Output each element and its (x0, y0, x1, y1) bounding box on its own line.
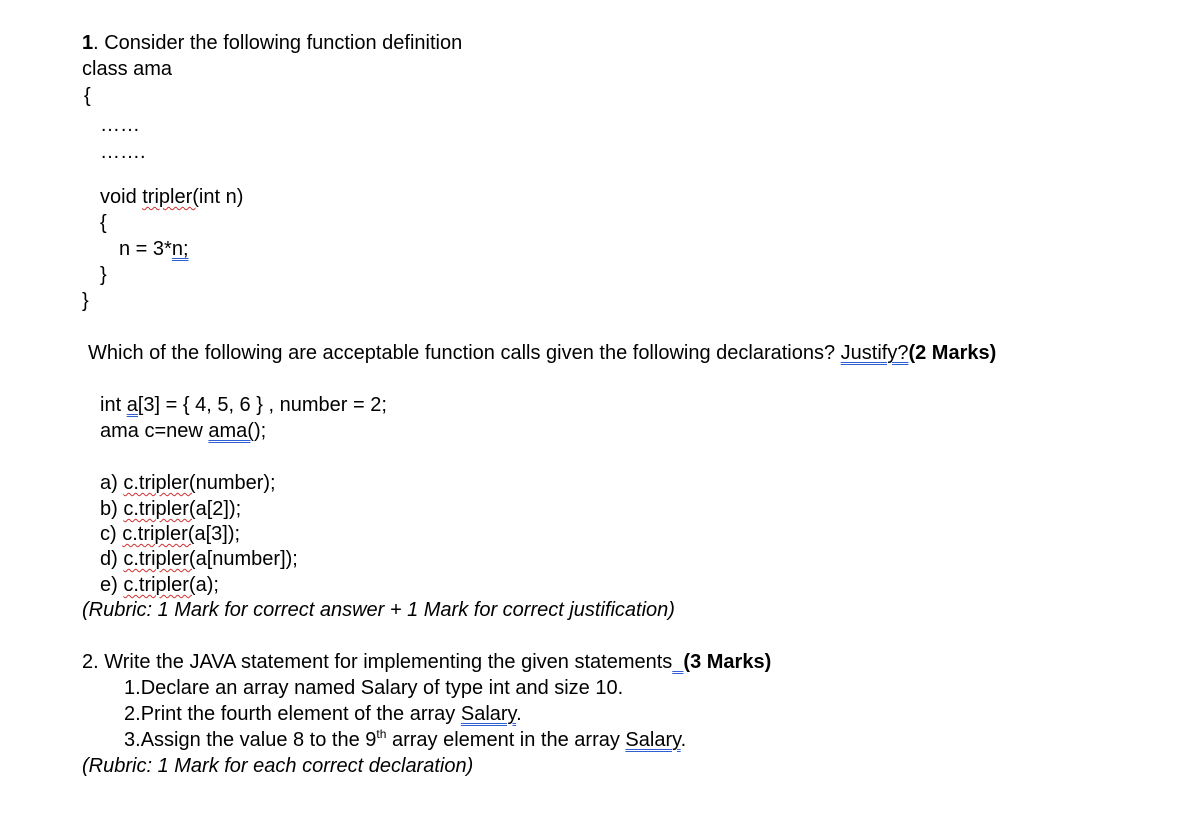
option-label: d) (100, 548, 124, 570)
option-c (100, 522, 240, 546)
option-arg: a[2]); (195, 498, 242, 520)
method-signature (100, 185, 243, 209)
option-label: e) (100, 574, 124, 596)
q1-marks: (2 Marks) (908, 342, 997, 364)
option-e (100, 573, 219, 597)
n-semicolon: n; (171, 238, 189, 260)
q2-rubric-text: (Rubric: 1 Mark for each correct declaration) (82, 755, 474, 777)
decl-rest: 3] = { 4, 5, 6 } , number = 2; (143, 394, 387, 416)
option-call: c.tripler( (123, 574, 196, 596)
q2-gap (672, 651, 683, 673)
method-open-brace: { (100, 212, 107, 234)
item-number: 3. (124, 729, 141, 751)
item-end: . (516, 703, 522, 725)
tripler-name: tripler( (142, 186, 199, 208)
option-arg: a); (195, 574, 219, 596)
param-list: int n) (198, 186, 244, 208)
ellipsis-line-2: ……. (100, 141, 146, 163)
option-label: a) (100, 472, 124, 494)
decl-int: int (100, 394, 127, 416)
option-b (100, 497, 241, 521)
decl-ama-call: ama( (208, 420, 254, 442)
decl-ama-prefix: ama c=new (100, 420, 209, 442)
item-text: Declare an array named Salary of type int and size 10. (140, 677, 624, 699)
q1-heading-text: . Consider the following function definition (93, 32, 463, 54)
item-text-2: array element in the array (386, 729, 626, 751)
method-close-brace: } (100, 264, 107, 286)
q2-heading (82, 650, 771, 674)
question-text: Which of the following are acceptable function calls given the following declarations? (88, 342, 841, 364)
option-call: c.tripler( (123, 548, 196, 570)
item-number: 2. (124, 703, 141, 725)
q2-item-3 (124, 728, 686, 752)
item-end: . (680, 729, 687, 751)
option-call: c.tripler( (122, 523, 195, 545)
q1-rubric (82, 598, 675, 622)
q2-item-2 (124, 702, 522, 726)
q1-question (88, 341, 996, 365)
option-arg: a[number]); (195, 548, 298, 570)
option-label: c) (100, 523, 123, 545)
item-text: Print the fourth element of the array (140, 703, 461, 725)
method-body (119, 237, 189, 261)
class-line: class ama (82, 58, 173, 80)
option-call: c.tripler( (123, 498, 196, 520)
salary-word: Salary (625, 729, 681, 751)
option-d (100, 547, 298, 571)
q2-heading-text: 2. Write the JAVA statement for implementing the given statements (82, 651, 673, 673)
q1-heading (82, 31, 462, 55)
q2-marks: (3 Marks) (683, 651, 772, 673)
item-text: Assign the value 8 to the 9 (140, 729, 377, 751)
option-arg: number); (195, 472, 276, 494)
q1-number: 1 (82, 32, 94, 54)
justify-word: Justify? (840, 342, 909, 364)
void-keyword: void (100, 186, 143, 208)
decl-ama-end: ); (253, 420, 267, 442)
q2-item-1 (124, 676, 623, 700)
q1-rubric-text: (Rubric: 1 Mark for correct answer + 1 Mark for correct justification) (82, 599, 675, 621)
option-a (100, 471, 276, 495)
q2-rubric (82, 754, 473, 778)
declaration-line-1 (100, 393, 387, 417)
option-arg: a[3]); (194, 523, 241, 545)
item-number: 1. (124, 677, 141, 699)
ellipsis-line-1: …… (100, 114, 140, 136)
option-call: c.tripler( (123, 472, 196, 494)
salary-word: Salary (460, 703, 517, 725)
assign-text: n = 3* (119, 238, 172, 260)
decl-a: a[ (126, 394, 144, 416)
option-label: b) (100, 498, 124, 520)
ordinal-suffix: th (376, 727, 387, 741)
class-open-brace: { (84, 85, 91, 107)
class-close-brace: } (82, 290, 89, 312)
declaration-line-2 (100, 419, 266, 443)
